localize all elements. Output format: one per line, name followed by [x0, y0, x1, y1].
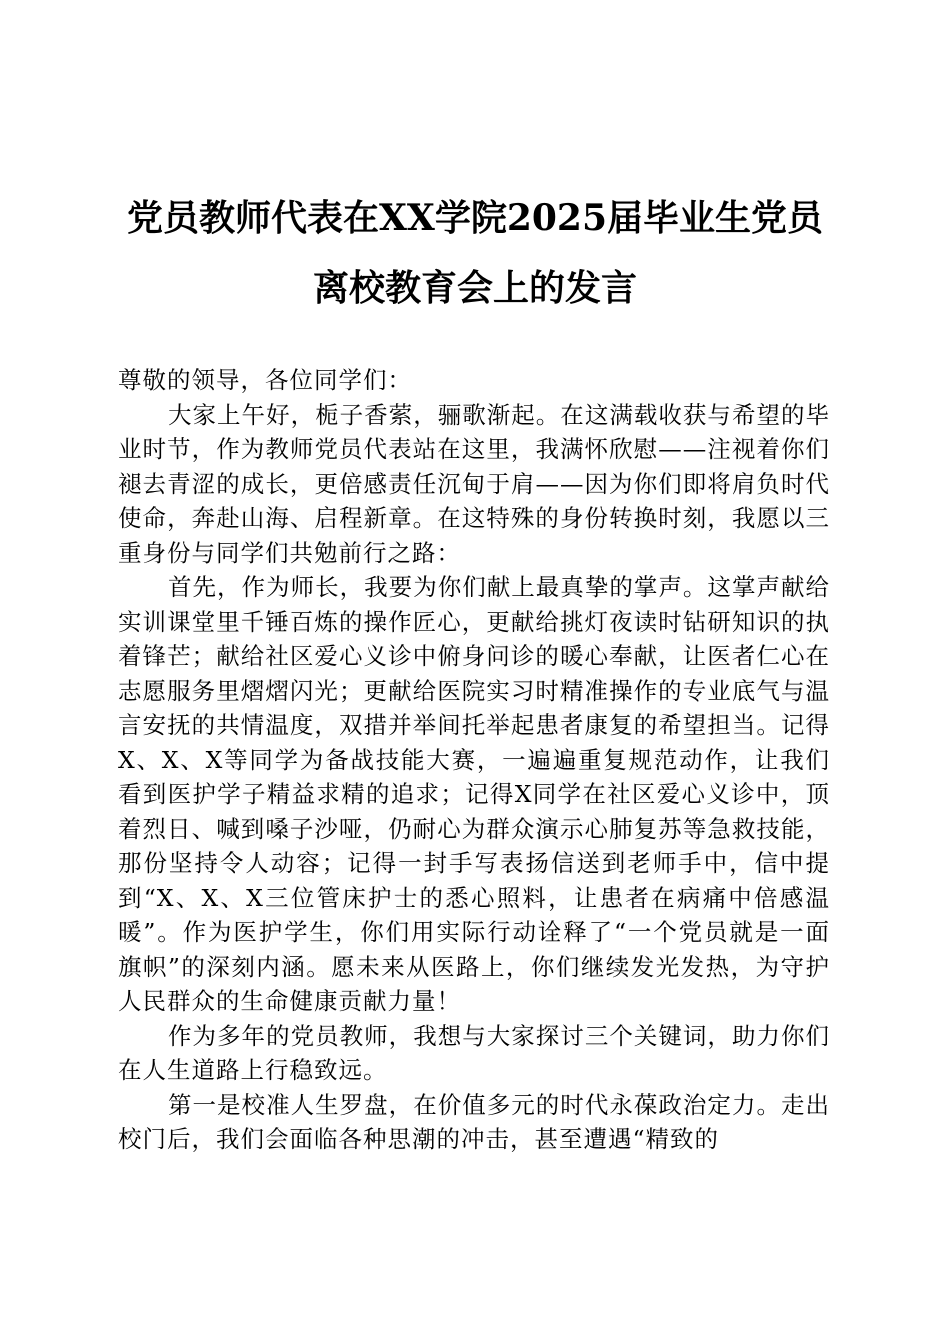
- paragraph-keywords-intro: 作为多年的党员教师，我想与大家探讨三个关键词，助力你们在人生道路上行稳致远。: [118, 1021, 830, 1084]
- paragraph-applause: 首先，作为师长，我要为你们献上最真挚的掌声。这掌声献给实训课堂里千锤百炼的操作匠心，更献给挑灯夜读时钻研知识的执着锋芒；献给社区爱心义诊中俯身问诊的暖心奉献，让医者仁心在志愿服务里熠熠闪光；更献给医院实习时精准操作的专业底气与温言安抚的共情温度，双措并举间托举起患者康复的希望担当。记得X、X、X等同学为备战技能大赛，一遍遍重复规范动作，让我们看到医护学子精益求精的追求；记得X同学在社区爱心义诊中，顶着烈日、喊到嗓子沙哑，仍耐心为群众演示心肺复苏等急救技能，那份坚持令人动容；记得一封手写表扬信送到老师手中，信中提到“X、X、X三位管床护士的悉心照料，让患者在病痛中倍感温暖”。作为医护学生，你们用实际行动诠释了“一个党员就是一面旗帜”的深刻内涵。愿未来从医路上，你们继续发光发热，为守护人民群众的生命健康贡献力量！: [118, 573, 830, 1015]
- salutation: 尊敬的领导，各位同学们：: [118, 366, 412, 394]
- document-title-line-1: 党员教师代表在XX学院2025届毕业生党员: [126, 197, 824, 239]
- paragraph-first-keyword: 第一是校准人生罗盘，在价值多元的时代永葆政治定力。走出校门后，我们会面临各种思潮的冲击，甚至遭遇“精致的: [118, 1090, 830, 1153]
- document-body: [118, 363, 830, 1157]
- document-title-line-2: 离校教育会上的发言: [312, 267, 637, 309]
- paragraph-greeting: 大家上午好，栀子香萦，骊歌渐起。在这满载收获与希望的毕业时节，作为教师党员代表站在这里，我满怀欣慰——注视着你们褪去青涩的成长，更倍感责任沉甸于肩——因为你们即将肩负时代使命，奔赴山海、启程新章。在这特殊的身份转换时刻，我愿以三重身份与同学们共勉前行之路：: [118, 400, 830, 567]
